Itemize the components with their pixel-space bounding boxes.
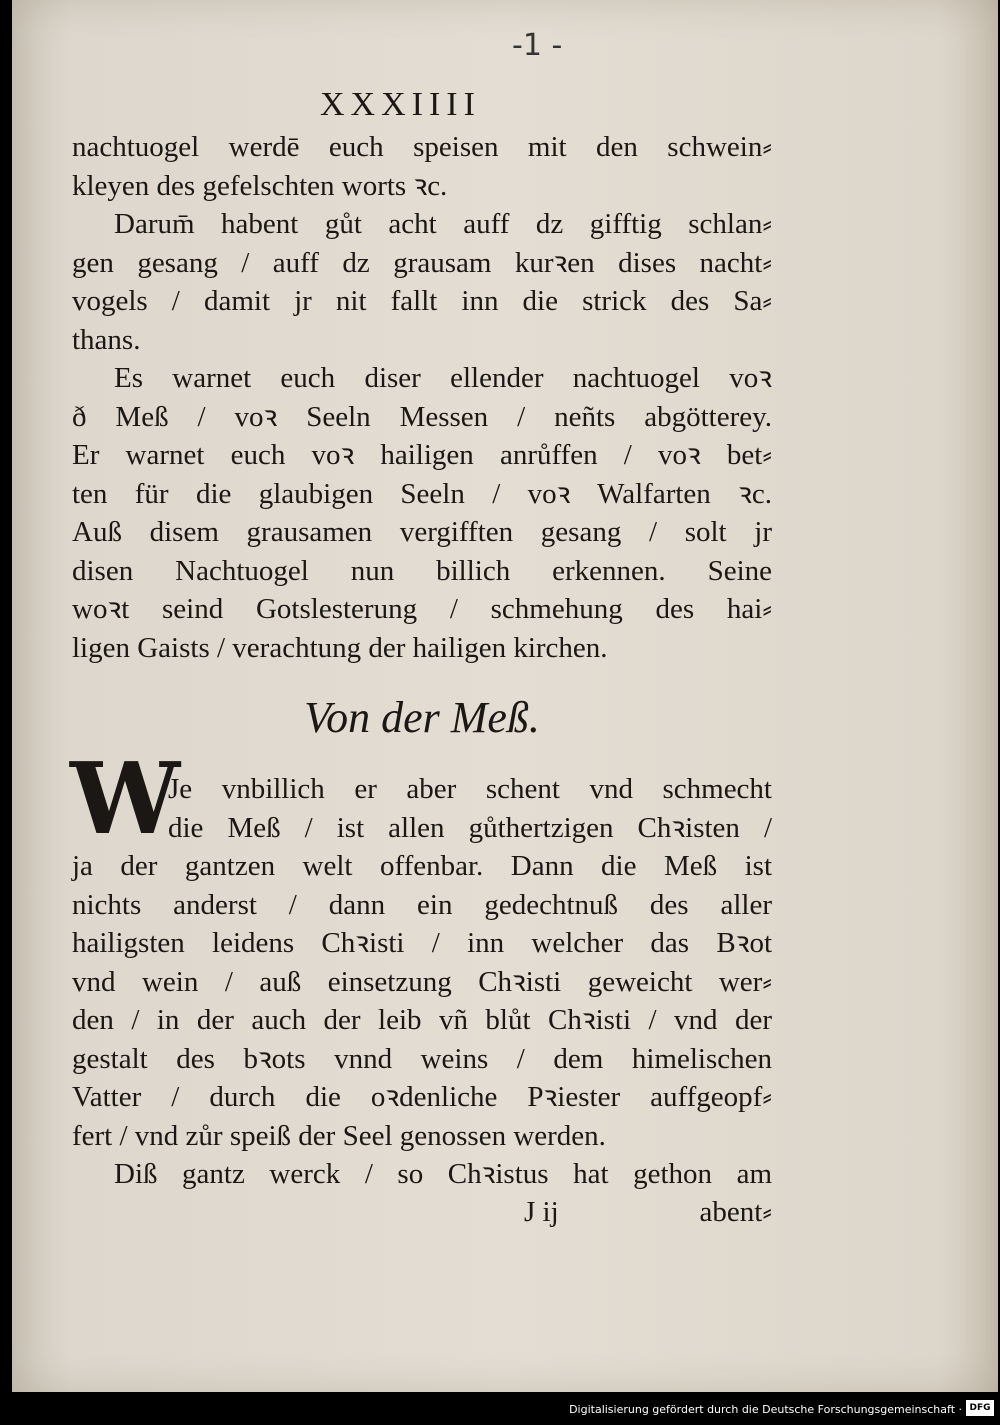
text-line: Es warnet euch diser ellender nachtuogel voꝛ [114,362,772,394]
dfg-logo: DFG [966,1400,994,1416]
text-line: Je vnbillich er aber schent vnd schmecht [168,773,772,805]
drop-cap-initial: W [70,742,181,857]
folio-number: XXXIIII [320,86,481,123]
text-line: vnd wein / auß einsetzung Chꝛisti geweicht wer⸗ [72,965,772,998]
text-line: thans. [72,323,141,356]
text-line: den / in der auch der leib vñ blůt Chꝛisti / vnd der [72,1004,772,1036]
text-line: woꝛt seind Gotslesterung / schmehung des hai⸗ [72,593,772,625]
text-line: ligen Gaists / verachtung der hailigen kirchen. [72,631,608,664]
text-line: ð Meß / voꝛ Seeln Messen / neñts abgötterey. [72,400,772,433]
catchword: abent⸗ [699,1196,772,1228]
paragraph-2 [72,770,772,1194]
funding-credit: Digitalisierung gefördert durch die Deutsche Forschungsgemeinschaft · [569,1403,962,1416]
text-line: gestalt des bꝛots vnnd weins / dem himelischen [72,1042,772,1075]
text-line: fert / vnd zůr speiß der Seel genossen werden. [72,1119,606,1152]
signature-mark: J ij [524,1196,559,1228]
text-line: nachtuogel werdē euch speisen mit den schwein⸗ [72,131,772,163]
text-line: Er warnet euch voꝛ hailigen anrůffen / voꝛ bet⸗ [72,439,772,471]
text-line: die Meß / ist allen gůthertzigen Chꝛisten / [168,811,772,844]
paragraph-1 [72,128,772,667]
text-line: hailigsten leidens Chꝛisti / inn welcher das Bꝛot [72,927,772,959]
section-heading: Von der Meß. [304,693,540,742]
text-line: disen Nachtuogel nun billich erkennen. Seine [72,554,772,587]
text-line: Diß gantz werck / so Chꝛistus hat gethon am [114,1158,772,1190]
text-line: Vatter / durch die oꝛdenliche Pꝛiester auffgeopf⸗ [72,1081,772,1113]
text-line: nichts anderst / dann ein gedechtnuß des aller [72,888,772,921]
text-line: ja der gantzen welt offenbar. Dann die Meß ist [72,850,772,882]
pencil-mark: -1 - [512,28,563,63]
text-line: Darum̄ habent gůt acht auff dz gifftig schlan⸗ [114,208,772,240]
text-line: Auß disem grausamen vergifften gesang / solt jr [72,516,772,548]
text-line: ten für die glaubigen Seeln / voꝛ Walfarten ꝛc. [72,477,772,510]
text-line: kleyen des gefelschten worts ꝛc. [72,169,448,202]
text-line: vogels / damit jr nit fallt inn die strick des Sa⸗ [72,285,772,317]
digitization-footer [0,1392,1000,1425]
book-page [12,0,998,1392]
text-line: gen gesang / auff dz grausam kurꝛen dises nacht⸗ [72,246,772,279]
